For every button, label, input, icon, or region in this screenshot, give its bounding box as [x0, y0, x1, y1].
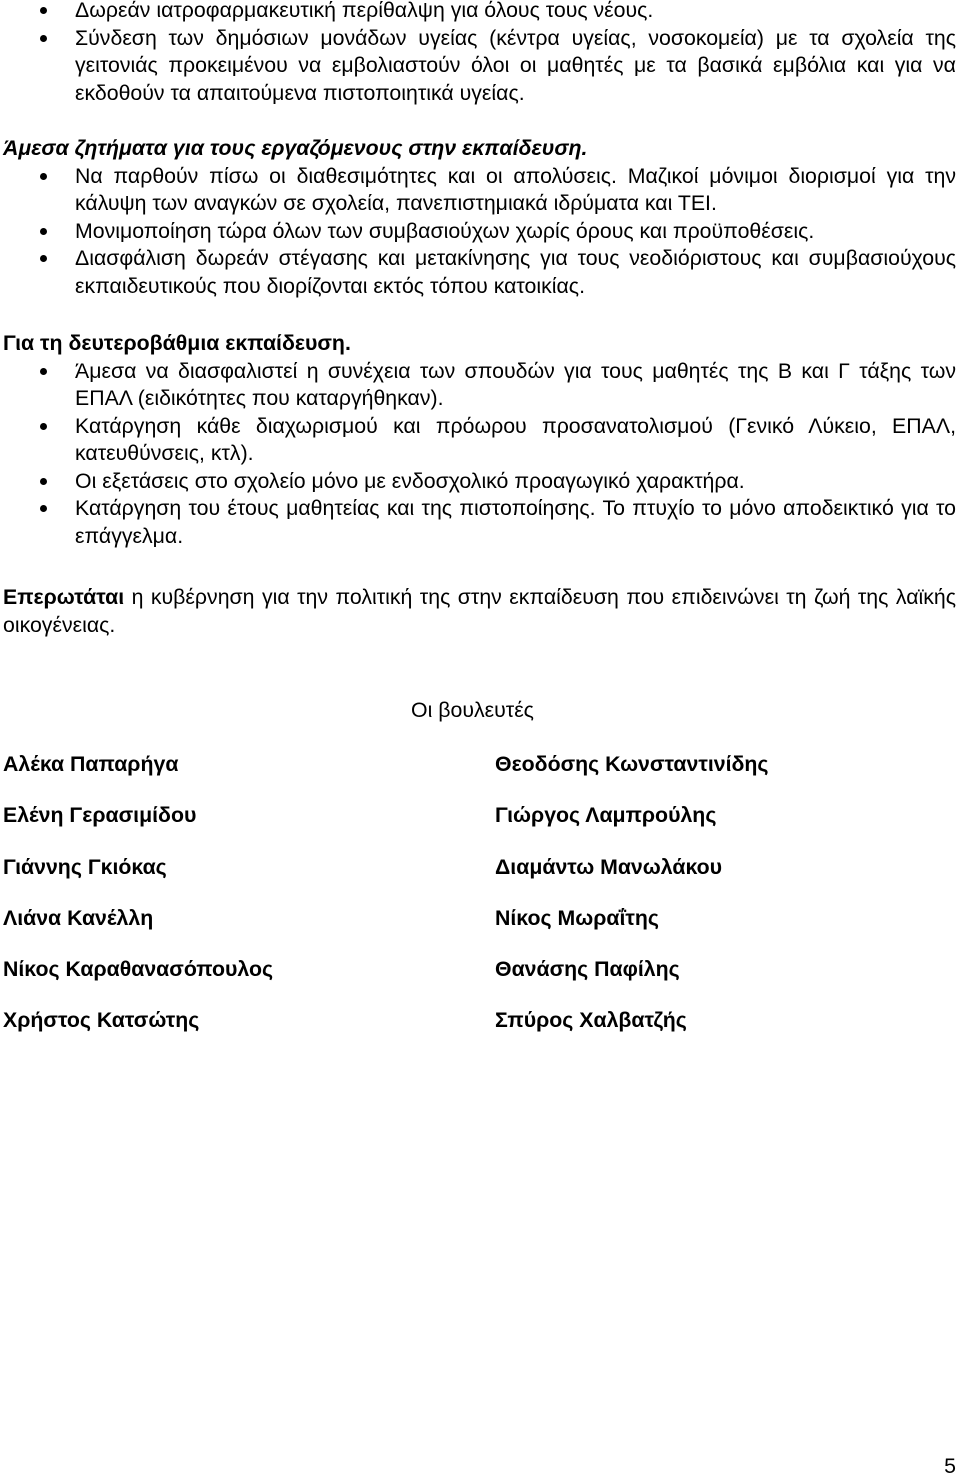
signers-title: Οι βουλευτές: [411, 698, 534, 722]
signers-left-column: [3, 751, 273, 1059]
signer-name: Γιάννης Γκιόκας: [3, 854, 167, 879]
signers-right-column: [495, 751, 769, 1059]
signer-name: Νίκος Μωραΐτης: [495, 905, 659, 930]
list-item: Διασφάλιση δωρεάν στέγασης και μετακίνησης για τους νεοδιόριστους και συμβασιούχους εκπαιδευτικούς που διορίζονται εκτός τόπου κατοικίας.: [0, 245, 960, 300]
closing-paragraph: [0, 584, 960, 639]
signer-name: Λιάνα Κανέλλη: [3, 905, 154, 930]
closing-lead: Επερωτάται: [3, 585, 125, 609]
signer-name: Ελένη Γερασιμίδου: [3, 803, 197, 828]
list-item: Κατάργηση του έτους μαθητείας και της πιστοποίησης. Το πτυχίο το μόνο αποδεικτικό για το επάγγελμα.: [0, 495, 960, 550]
secondary-list: [0, 358, 960, 551]
closing-text: η κυβέρνηση για την πολιτική της στην εκπαίδευση που επιδεινώνει τη ζωή της λαϊκής οικογένειας.: [3, 585, 956, 637]
signer-name: Χρήστος Κατσώτης: [3, 1008, 200, 1033]
closing-section: [0, 584, 960, 639]
signer-name: Γιώργος Λαμπρούλης: [495, 803, 717, 828]
list-item: Οι εξετάσεις στο σχολείο μόνο με ενδοσχολικό προαγωγικό χαρακτήρα.: [0, 468, 960, 496]
workers-list: [0, 163, 960, 301]
signer-name: Νίκος Καραθανασόπουλος: [3, 957, 274, 982]
list-item: Δωρεάν ιατροφαρμακευτική περίθαλψη για όλους τους νέους.: [0, 0, 960, 25]
list-item: Σύνδεση των δημόσιων μονάδων υγείας (κέντρα υγείας, νοσοκομεία) με τα σχολεία της γειτονιάς προκειμένου να εμβολιαστούν όλοι οι μαθητές με τα βασικά εμβόλια και για να εκδοθούν τα απαιτούμενα πιστοποιητικά υγείας.: [0, 25, 960, 108]
section-heading: Άμεσα ζητήματα για τους εργαζόμενους στην εκπαίδευση.: [3, 136, 588, 160]
health-list: [0, 0, 960, 107]
signer-name: Θεοδόσης Κωνσταντινίδης: [495, 752, 769, 776]
health-list-section: [0, 0, 960, 107]
list-item: Μονιμοποίηση τώρα όλων των συμβασιούχων χωρίς όρους και προϋποθέσεις.: [0, 218, 960, 246]
list-item: Κατάργηση κάθε διαχωρισμού και πρόωρου προσανατολισμού (Γενικό Λύκειο, ΕΠΑΛ, κατευθύνσεις, κτλ).: [0, 413, 960, 468]
list-item: Να παρθούν πίσω οι διαθεσιμότητες και οι απολύσεις. Μαζικοί μόνιμοι διορισμοί για την κάλυψη των αναγκών σε σχολεία, πανεπιστημιακά ιδρύματα και ΤΕΙ.: [0, 163, 960, 218]
page-number: 5: [944, 1454, 956, 1478]
signer-name: Διαμάντω Μανωλάκου: [495, 854, 723, 879]
signer-name: Σπύρος Χαλβατζής: [495, 1008, 687, 1033]
signer-name: Θανάσης Παφίλης: [495, 957, 680, 982]
section-heading: Για τη δευτεροβάθμια εκπαίδευση.: [3, 331, 351, 355]
signer-name: Αλέκα Παπαρήγα: [3, 752, 179, 776]
list-item: Άμεσα να διασφαλιστεί η συνέχεια των σπουδών για τους μαθητές της Β και Γ τάξης των ΕΠΑΛ (ειδικότητες που καταργήθηκαν).: [0, 358, 960, 413]
secondary-section: [0, 330, 960, 550]
workers-section: [0, 135, 960, 300]
